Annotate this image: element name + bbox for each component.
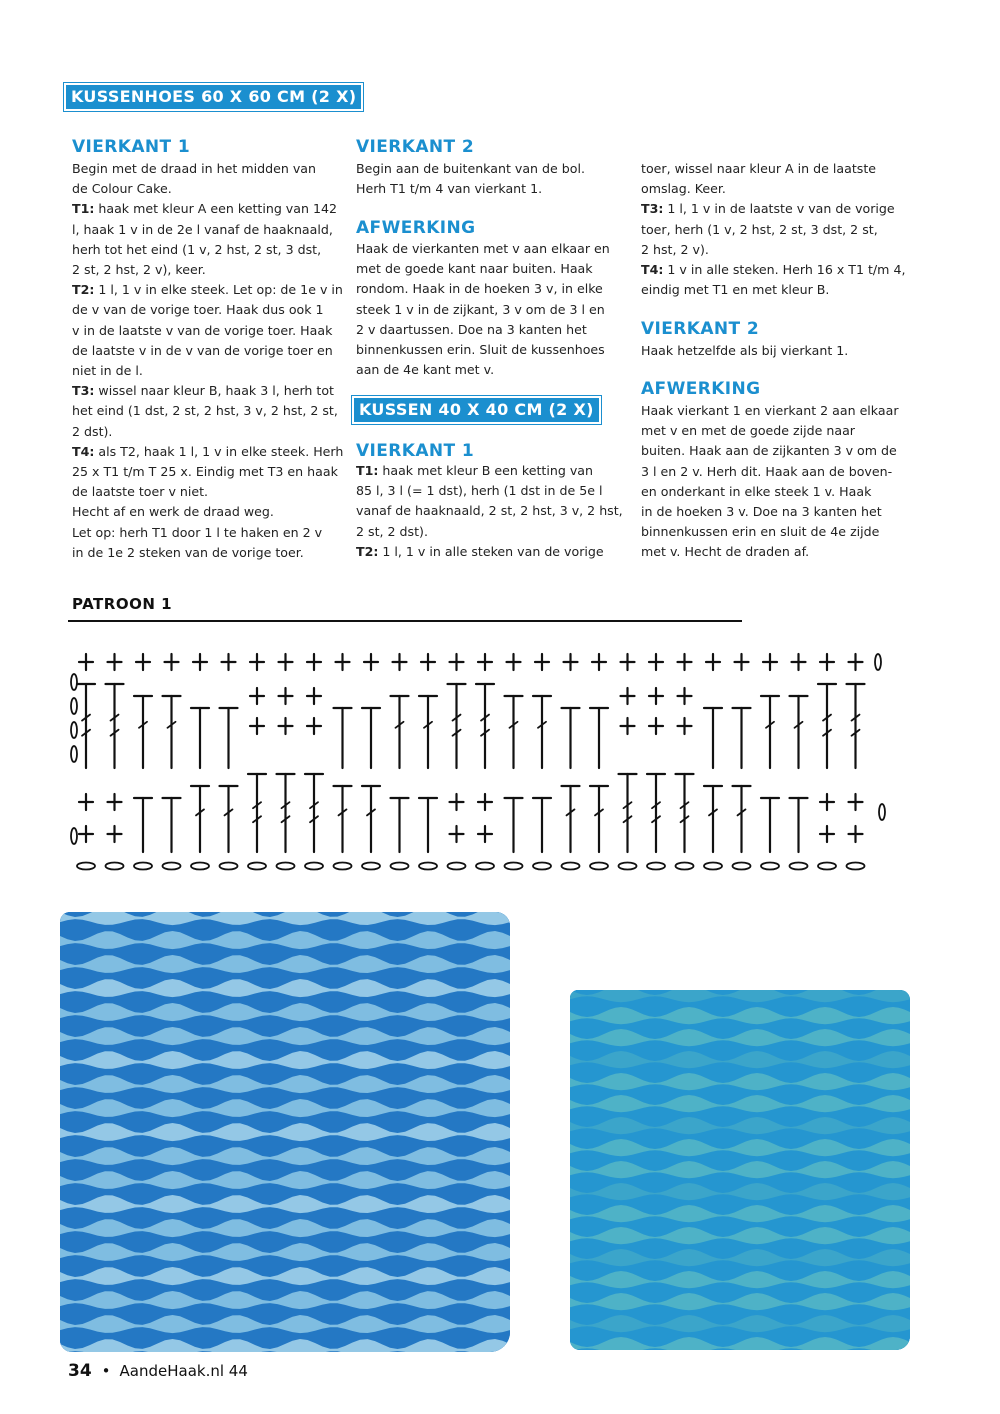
heading-afwerking: AFWERKING [356,218,476,238]
text-line: eindig met T1 en met kleur B. [641,282,830,298]
col2-text-2 [356,239,610,380]
large-cushion-photo [60,912,510,1352]
text-line: T4: 1 v in alle steken. Herh 16 x T1 t/m 4, [641,262,906,278]
text-line: de laatste toer v niet. [72,484,209,500]
text-line: omslag. Keer. [641,181,726,197]
text-line: buiten. Haak aan de zijkanten 3 v om de [641,443,897,459]
text-line: T3: wissel naar kleur B, haak 3 l, herh tot [72,383,334,399]
text-line: 2 st, 2 dst). [356,523,428,539]
text-line: v in de laatste v van de vorige toer. Haak [72,322,333,338]
heading-vierkant-1-kussen: VIERKANT 1 [356,441,475,461]
text-line: 2 hst, 2 v). [641,241,709,257]
row-label: T4: [72,443,95,459]
large-cushion-stripes [60,912,510,1352]
text-line: in de hoeken 3 v. Doe na 3 kanten het [641,504,882,520]
text-line: herh tot het eind (1 v, 2 hst, 2 st, 3 dst, [72,241,322,257]
row-label: T2: [356,543,379,559]
row-label: T3: [641,201,664,217]
text-line: rondom. Haak in de hoeken 3 v, in elke [356,281,603,297]
col3-text-1 [641,159,905,300]
text-line: steek 1 v in de zijkant, 3 v om de 3 l en [356,301,605,317]
crochet-pattern-chart [64,640,900,880]
page-number: 34 [68,1361,92,1381]
text-line: T2: 1 l, 1 v in elke steek. Let op: de 1e v in [72,282,343,298]
col1-text [72,159,343,563]
text-line: vanaf de haaknaald, 2 st, 2 hst, 3 v, 2 hst, [356,503,623,519]
text-line: Begin met de draad in het midden van [72,161,316,176]
text-line: l, haak 1 v in de 2e l vanaf de haaknaald, [72,221,333,237]
heading-afwerking-kussen: AFWERKING [641,379,761,399]
text-line: de laatste v in de v van de vorige toer en [72,342,333,358]
text-line: 2 dst). [72,423,113,439]
text-line: niet in de l. [72,363,143,379]
text-line: met de goede kant naar buiten. Haak [356,261,593,277]
text-line: het eind (1 dst, 2 st, 2 hst, 3 v, 2 hst, 2 st, [72,403,338,419]
text-line: T1: haak met kleur B een ketting van [356,463,593,478]
row-label: T1: [72,201,95,217]
row-label: T3: [72,383,95,399]
text-line: 25 x T1 t/m T 25 x. Eindig met T3 en haak [72,464,338,480]
small-cushion-stripes [570,990,910,1350]
row-label: T4: [641,262,664,278]
row-label: T2: [72,282,95,298]
col3-text-2 [641,341,848,361]
page-footer [68,1361,248,1381]
col3-text-3 [641,401,899,563]
text-line: Hecht af en werk de draad weg. [72,504,274,520]
text-line: Begin aan de buitenkant van de bol. [356,161,585,176]
text-line: T1: haak met kleur A een ketting van 142 [72,201,338,217]
row-label: T1: [356,463,379,478]
col2-text-3 [356,461,623,562]
text-line: toer, herh (1 v, 2 hst, 2 st, 3 dst, 2 st, [641,221,878,237]
text-line: T3: 1 l, 1 v in de laatste v van de vorige [641,201,895,217]
text-line: aan de 4e kant met v. [356,362,495,378]
col2-text-1 [356,159,585,199]
text-line: T4: als T2, haak 1 l, 1 v in elke steek. Herh [72,443,344,459]
text-line: Herh T1 t/m 4 van vierkant 1. [356,181,543,197]
text-line: Haak hetzelfde als bij vierkant 1. [641,343,849,358]
footer-bullet: • [101,1362,111,1380]
text-line: 85 l, 3 l (= 1 dst), herh (1 dst in de 5e l [356,483,603,499]
small-cushion-photo [570,990,910,1350]
publication-name: AandeHaak.nl 44 [119,1362,248,1380]
text-line: 2 v daartussen. Doe na 3 kanten het [356,321,587,337]
text-line: in de 1e 2 steken van de vorige toer. [72,544,304,560]
text-line: Haak de vierkanten met v aan elkaar en [356,241,610,256]
heading-vierkant-1: VIERKANT 1 [72,137,191,157]
text-line: 2 st, 2 hst, 2 v), keer. [72,262,206,278]
text-line: T2: 1 l, 1 v in alle steken van de vorige [356,543,604,559]
kussen-banner: KUSSEN 40 X 40 CM (2 X) [354,398,599,422]
text-line: en onderkant in elke steek 1 v. Haak [641,483,872,499]
text-line: met v en met de goede zijde naar [641,423,855,439]
text-line: met v. Hecht de draden af. [641,544,810,560]
main-title-banner: KUSSENHOES 60 X 60 CM (2 X) [66,85,361,109]
text-line: toer, wissel naar kleur A in de laatste [641,161,877,176]
text-line: de v van de vorige toer. Haak dus ook 1 [72,302,324,318]
text-line: Haak vierkant 1 en vierkant 2 aan elkaar [641,403,899,418]
text-line: de Colour Cake. [72,181,172,197]
pattern-divider [68,620,742,622]
text-line: 3 l en 2 v. Herh dit. Haak aan de boven- [641,463,893,479]
text-line: Let op: herh T1 door 1 l te haken en 2 v [72,524,323,540]
text-line: binnenkussen erin en sluit de 4e zijde [641,524,880,540]
heading-vierkant-2: VIERKANT 2 [356,137,475,157]
text-line: binnenkussen erin. Sluit de kussenhoes [356,342,605,358]
heading-vierkant-2-kussen: VIERKANT 2 [641,319,760,339]
pattern-title: PATROON 1 [72,595,173,613]
